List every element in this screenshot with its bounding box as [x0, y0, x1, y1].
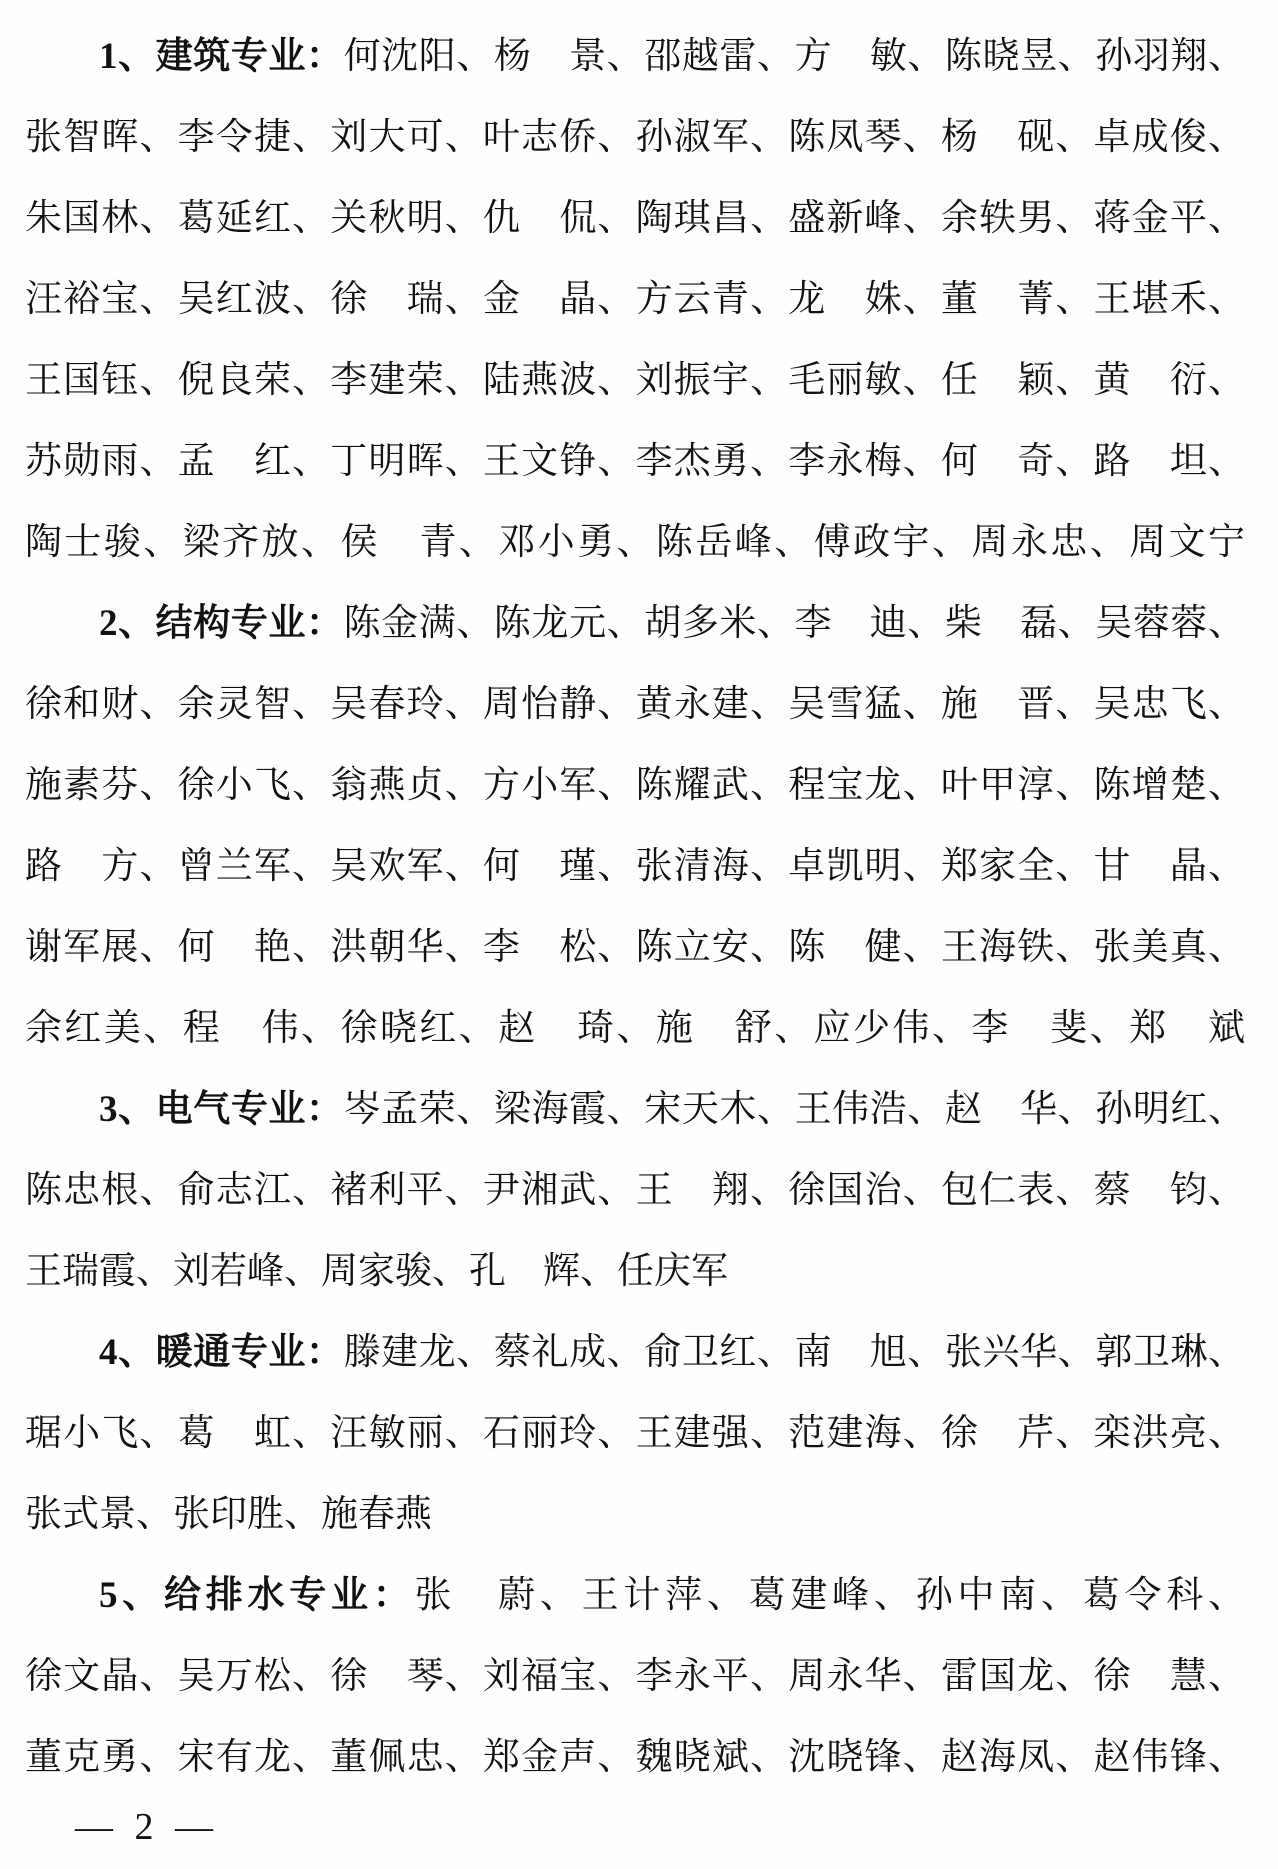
section-label: 1、建筑专业：: [99, 36, 344, 77]
names-text: 王国钰、倪良荣、李建荣、陆燕波、刘振宇、毛丽敏、任 颖、黄 衍、: [25, 360, 1245, 401]
names-text: 徐和财、余灵智、吴春玲、周怡静、黄永建、吴雪猛、施 晋、吴忠飞、: [25, 684, 1245, 725]
text-line: [25, 259, 1245, 340]
text-line: [25, 664, 1245, 745]
section-label: 4、暖通专业：: [99, 1332, 344, 1373]
section-label: 2、结构专业：: [99, 603, 344, 644]
names-text: 张智晖、李令捷、刘大可、叶志侨、孙淑军、陈凤琴、杨 砚、卓成俊、: [25, 117, 1245, 158]
text-line: [25, 1393, 1245, 1474]
names-text: 苏勋雨、孟 红、丁明晖、王文铮、李杰勇、李永梅、何 奇、路 坦、: [25, 441, 1245, 482]
names-text: 张式景、张印胜、施春燕: [25, 1494, 432, 1535]
section-label: 3、电气专业：: [99, 1089, 344, 1130]
text-line: [25, 1069, 1245, 1150]
text-line: [25, 907, 1245, 988]
text-line: [25, 826, 1245, 907]
names-text: 陶士骏、梁齐放、侯 青、邓小勇、陈岳峰、傅政宇、周永忠、周文宁: [25, 522, 1245, 563]
text-line: [25, 340, 1245, 421]
text-line: [25, 583, 1245, 664]
names-text: 路 方、曾兰军、吴欢军、何 瑾、张清海、卓凯明、郑家全、甘 晶、: [25, 846, 1245, 887]
names-text: 陈金满、陈龙元、胡多米、李 迪、柴 磊、吴蓉蓉、: [343, 603, 1246, 644]
names-text: 施素芬、徐小飞、翁燕贞、方小军、陈耀武、程宝龙、叶甲淳、陈增楚、: [25, 765, 1245, 806]
text-line: [25, 1636, 1245, 1717]
text-line: [25, 16, 1245, 97]
page-number: — 2 —: [75, 1806, 219, 1848]
names-text: 余红美、程 伟、徐晓红、赵 琦、施 舒、应少伟、李 斐、郑 斌: [25, 1008, 1245, 1049]
names-text: 陈忠根、俞志江、褚利平、尹湘武、王 翔、徐国治、包仁表、蔡 钧、: [25, 1170, 1245, 1211]
names-text: 汪裕宝、吴红波、徐 瑞、金 晶、方云青、龙 姝、董 菁、王堪禾、: [25, 279, 1245, 320]
names-text: 王瑞霞、刘若峰、周家骏、孔 辉、任庆军: [25, 1251, 728, 1292]
names-text: 琚小飞、葛 虹、汪敏丽、石丽玲、王建强、范建海、徐 芹、栾洪亮、: [25, 1413, 1245, 1454]
names-text: 董克勇、宋有龙、董佩忠、郑金声、魏晓斌、沈晓锋、赵海凤、赵伟锋、: [25, 1737, 1245, 1778]
text-line: [25, 988, 1245, 1069]
names-text: 徐文晶、吴万松、徐 琴、刘福宝、李永平、周永华、雷国龙、徐 慧、: [25, 1656, 1245, 1697]
text-line: [25, 421, 1245, 502]
names-text: 朱国林、葛延红、关秋明、仇 侃、陶琪昌、盛新峰、余轶男、蒋金平、: [25, 198, 1245, 239]
text-line: [25, 1555, 1245, 1636]
section-label: 5、给排水专业：: [99, 1575, 415, 1616]
names-text: 岑孟荣、梁海霞、宋天木、王伟浩、赵 华、孙明红、: [343, 1089, 1246, 1130]
text-line: [25, 1312, 1245, 1393]
text-line: [25, 1231, 1245, 1312]
names-text: 滕建龙、蔡礼成、俞卫红、南 旭、张兴华、郭卫琳、: [343, 1332, 1246, 1373]
text-line: [25, 502, 1245, 583]
text-line: [25, 1150, 1245, 1231]
names-text: 何沈阳、杨 景、邵越雷、方 敏、陈晓昱、孙羽翔、: [343, 36, 1246, 77]
text-line: [25, 745, 1245, 826]
names-text: 谢军展、何 艳、洪朝华、李 松、陈立安、陈 健、王海铁、张美真、: [25, 927, 1245, 968]
text-line: [25, 97, 1245, 178]
names-text: 张 蔚、王计萍、葛建峰、孙中南、葛令科、: [414, 1575, 1246, 1616]
text-line: [25, 1474, 1245, 1555]
text-line: [25, 1717, 1245, 1798]
text-line: [25, 178, 1245, 259]
